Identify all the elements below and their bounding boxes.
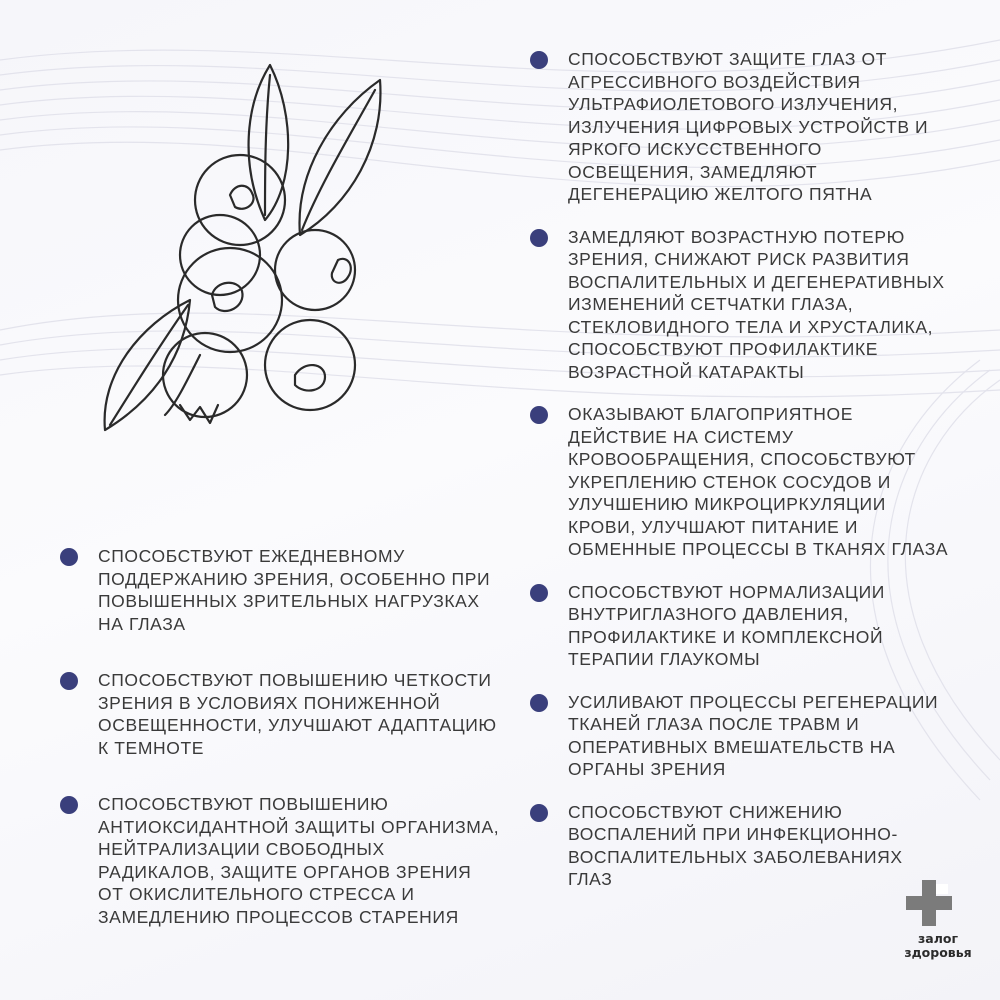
bullet-icon	[60, 672, 78, 690]
list-item	[530, 403, 950, 561]
bullet-icon	[60, 548, 78, 566]
list-item-text: УСИЛИВАЮТ ПРОЦЕССЫ РЕГЕНЕРАЦИИ ТКАНЕЙ ГЛАЗА ПОСЛЕ ТРАВМ И ОПЕРАТИВНЫХ ВМЕШАТЕЛЬСТВ НА ОРГАНЫ ЗРЕНИЯ	[568, 691, 939, 779]
brand-line-1: залог	[918, 931, 958, 946]
list-item	[530, 226, 950, 384]
list-item	[60, 669, 500, 759]
medical-cross-icon	[906, 880, 952, 926]
blueberry-branch-icon	[80, 55, 410, 445]
bullet-icon	[530, 51, 548, 69]
list-item-text: ОКАЗЫВАЮТ БЛАГОПРИЯТНОЕ ДЕЙСТВИЕ НА СИСТЕМУ КРОВООБРАЩЕНИЯ, СПОСОБСТВУЮТ УКРЕПЛЕНИЮ СТЕНОК СОСУДОВ И УЛУЧШЕНИЮ МИКРОЦИРКУЛЯЦИИ КРОВИ, УЛУЧШАЮТ ПИТАНИЕ И ОБМЕННЫЕ ПРОЦЕССЫ В ТКАНЯХ ГЛАЗА	[568, 404, 949, 559]
benefits-list-left	[60, 545, 500, 962]
brand-logo	[888, 878, 988, 968]
list-item-text: СПОСОБСТВУЮТ СНИЖЕНИЮ ВОСПАЛЕНИЙ ПРИ ИНФЕКЦИОННО-ВОСПАЛИТЕЛЬНЫХ ЗАБОЛЕВАНИЯХ ГЛАЗ	[568, 801, 903, 889]
list-item-text: СПОСОБСТВУЮТ ЗАЩИТЕ ГЛАЗ ОТ АГРЕССИВНОГО ВОЗДЕЙСТВИЯ УЛЬТРАФИОЛЕТОВОГО ИЗЛУЧЕНИЯ, ИЗЛУЧЕНИЯ ЦИФРОВЫХ УСТРОЙСТВ И ЯРКОГО ИСКУССТВЕННОГО ОСВЕЩЕНИЯ, ЗАМЕДЛЯЮТ ДЕГЕНЕРАЦИЮ ЖЕЛТОГО ПЯТНА	[568, 49, 929, 204]
brand-name	[888, 932, 988, 960]
bullet-icon	[530, 584, 548, 602]
list-item	[60, 793, 500, 928]
list-item-text: СПОСОБСТВУЮТ ПОВЫШЕНИЮ ЧЕТКОСТИ ЗРЕНИЯ В УСЛОВИЯХ ПОНИЖЕННОЙ ОСВЕЩЕННОСТИ, УЛУЧШАЮТ АДАПТАЦИЮ К ТЕМНОТЕ	[98, 670, 497, 758]
list-item	[530, 801, 950, 891]
list-item-text: ЗАМЕДЛЯЮТ ВОЗРАСТНУЮ ПОТЕРЮ ЗРЕНИЯ, СНИЖАЮТ РИСК РАЗВИТИЯ ВОСПАЛИТЕЛЬНЫХ И ДЕГЕНЕРАТИВНЫХ ИЗМЕНЕНИЙ СЕТЧАТКИ ГЛАЗА, СТЕКЛОВИДНОГО ТЕЛА И ХРУСТАЛИКА, СПОСОБСТВУЮТ ПРОФИЛАКТИКЕ ВОЗРАСТНОЙ КАТАРАКТЫ	[568, 226, 945, 382]
list-item-text: СПОСОБСТВУЮТ НОРМАЛИЗАЦИИ ВНУТРИГЛАЗНОГО ДАВЛЕНИЯ, ПРОФИЛАКТИКЕ И КОМПЛЕКСНОЙ ТЕРАПИИ ГЛАУКОМЫ	[568, 581, 885, 669]
bullet-icon	[530, 406, 548, 424]
list-item-text: СПОСОБСТВУЮТ ЕЖЕДНЕВНОМУ ПОДДЕРЖАНИЮ ЗРЕНИЯ, ОСОБЕННО ПРИ ПОВЫШЕННЫХ ЗРИТЕЛЬНЫХ НАГРУЗКАХ НА ГЛАЗА	[98, 546, 491, 634]
list-item	[60, 545, 500, 635]
bullet-icon	[530, 804, 548, 822]
bullet-icon	[60, 796, 78, 814]
bullet-icon	[530, 694, 548, 712]
benefits-list-right	[530, 48, 950, 911]
list-item	[530, 48, 950, 206]
list-item	[530, 691, 950, 781]
list-item-text: СПОСОБСТВУЮТ ПОВЫШЕНИЮ АНТИОКСИДАНТНОЙ ЗАЩИТЫ ОРГАНИЗМА, НЕЙТРАЛИЗАЦИИ СВОБОДНЫХ РАДИКАЛОВ, ЗАЩИТЕ ОРГАНОВ ЗРЕНИЯ ОТ ОКИСЛИТЕЛЬНОГО СТРЕССА И ЗАМЕДЛЕНИЮ ПРОЦЕССОВ СТАРЕНИЯ	[98, 794, 500, 927]
list-item	[530, 581, 950, 671]
brand-line-2: здоровья	[904, 945, 972, 960]
bullet-icon	[530, 229, 548, 247]
